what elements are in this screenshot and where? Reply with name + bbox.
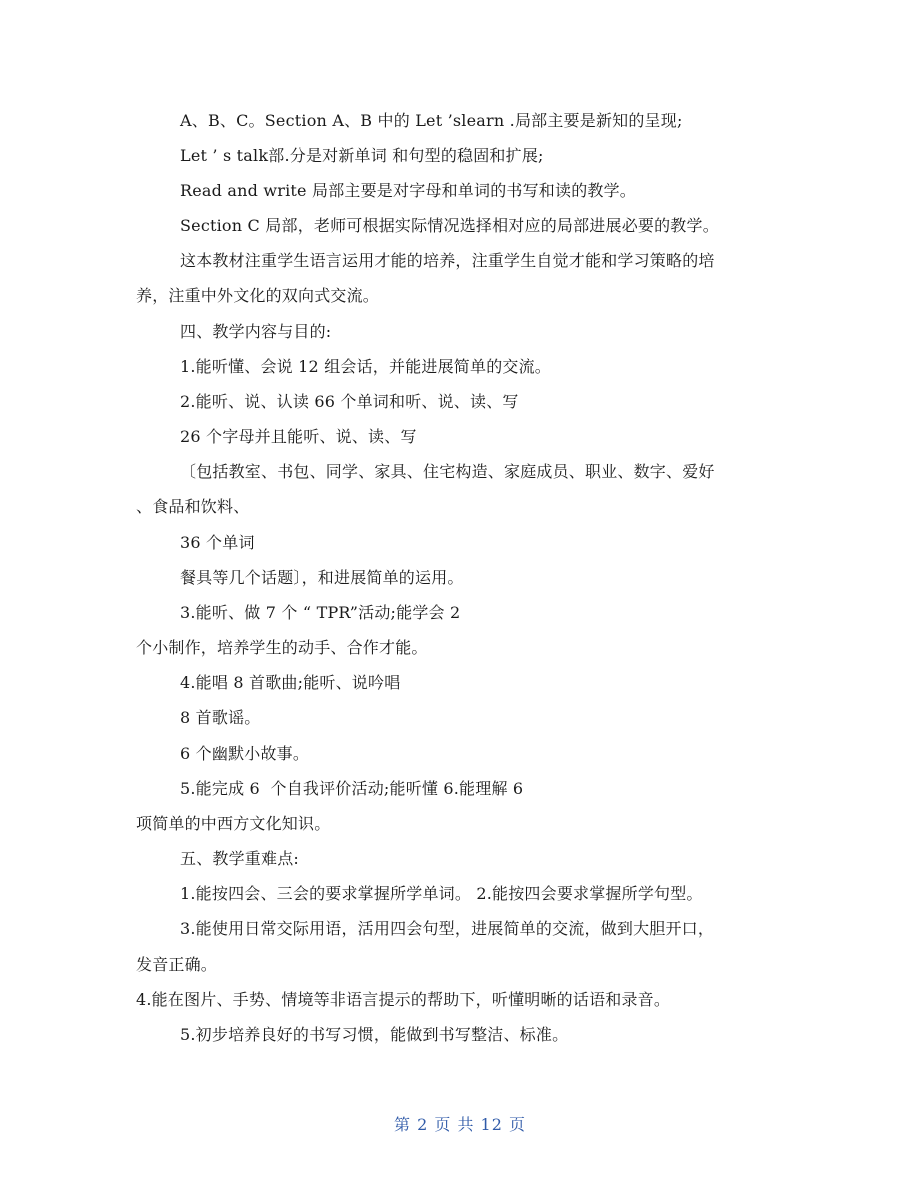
text-line: 餐具等几个话题〕，和进展简单的运用。 [180, 568, 464, 587]
text-line: 1.能听懂、会说 12 组会话，并能进展简单的交流。 [180, 357, 551, 376]
text-line: 养，注重中外文化的双向式交流。 [136, 286, 380, 305]
text-line: 个小制作，培养学生的动手、合作才能。 [136, 638, 428, 657]
section-heading: 四、教学内容与目的: [180, 322, 332, 341]
section-heading: 五、教学重难点: [180, 849, 299, 868]
text-line: 项简单的中西方文化知识。 [136, 814, 331, 833]
text-line: Read and write 局部主要是对字母和单词的书写和读的教学。 [180, 181, 637, 200]
text-line: 这本教材注重学生语言运用才能的培养，注重学生自觉才能和学习策略的培 [180, 251, 715, 270]
text-line: 2.能听、说、认读 66 个单词和听、说、读、写 [180, 392, 519, 411]
page-number-footer: 第 2 页 共 12 页 [394, 1115, 526, 1134]
text-line: 6 个幽默小故事。 [180, 744, 310, 763]
text-line: 8 首歌谣。 [180, 708, 261, 727]
text-line: 4.能在图片、手势、情境等非语言提示的帮助下，听懂明晰的话语和录音。 [136, 990, 671, 1009]
text-line: 5.初步培养良好的书写习惯，能做到书写整洁、标准。 [180, 1025, 569, 1044]
text-line: 4.能唱 8 首歌曲;能听、说吟唱 [180, 673, 401, 692]
text-line: 1.能按四会、三会的要求掌握所学单词。 2.能按四会要求掌握所学句型。 [180, 884, 703, 903]
text-line: 5.能完成 6 个自我评价活动;能听懂 6.能理解 6 [180, 779, 524, 798]
text-line: 、食品和饮料、 [136, 497, 250, 516]
text-line: 〔包括教室、书包、同学、家具、住宅构造、家庭成员、职业、数字、爱好 [180, 462, 715, 481]
text-line: 3.能使用日常交际用语，活用四会句型，进展简单的交流，做到大胆开口， [180, 919, 715, 938]
text-line: Let ’ s talk部.分是对新单词 和句型的稳固和扩展; [180, 146, 544, 165]
text-line: A、B、C。Section A、B 中的 Let ’slearn .局部主要是新知的呈现; [180, 111, 683, 130]
text-line: Section C 局部，老师可根据实际情况选择相对应的局部进展必要的教学。 [180, 216, 719, 235]
text-line: 3.能听、做 7 个 “ TPR”活动;能学会 2 [180, 603, 461, 622]
text-line: 36 个单词 [180, 533, 255, 552]
text-line: 26 个字母并且能听、说、读、写 [180, 427, 417, 446]
text-line: 发音正确。 [136, 955, 218, 974]
